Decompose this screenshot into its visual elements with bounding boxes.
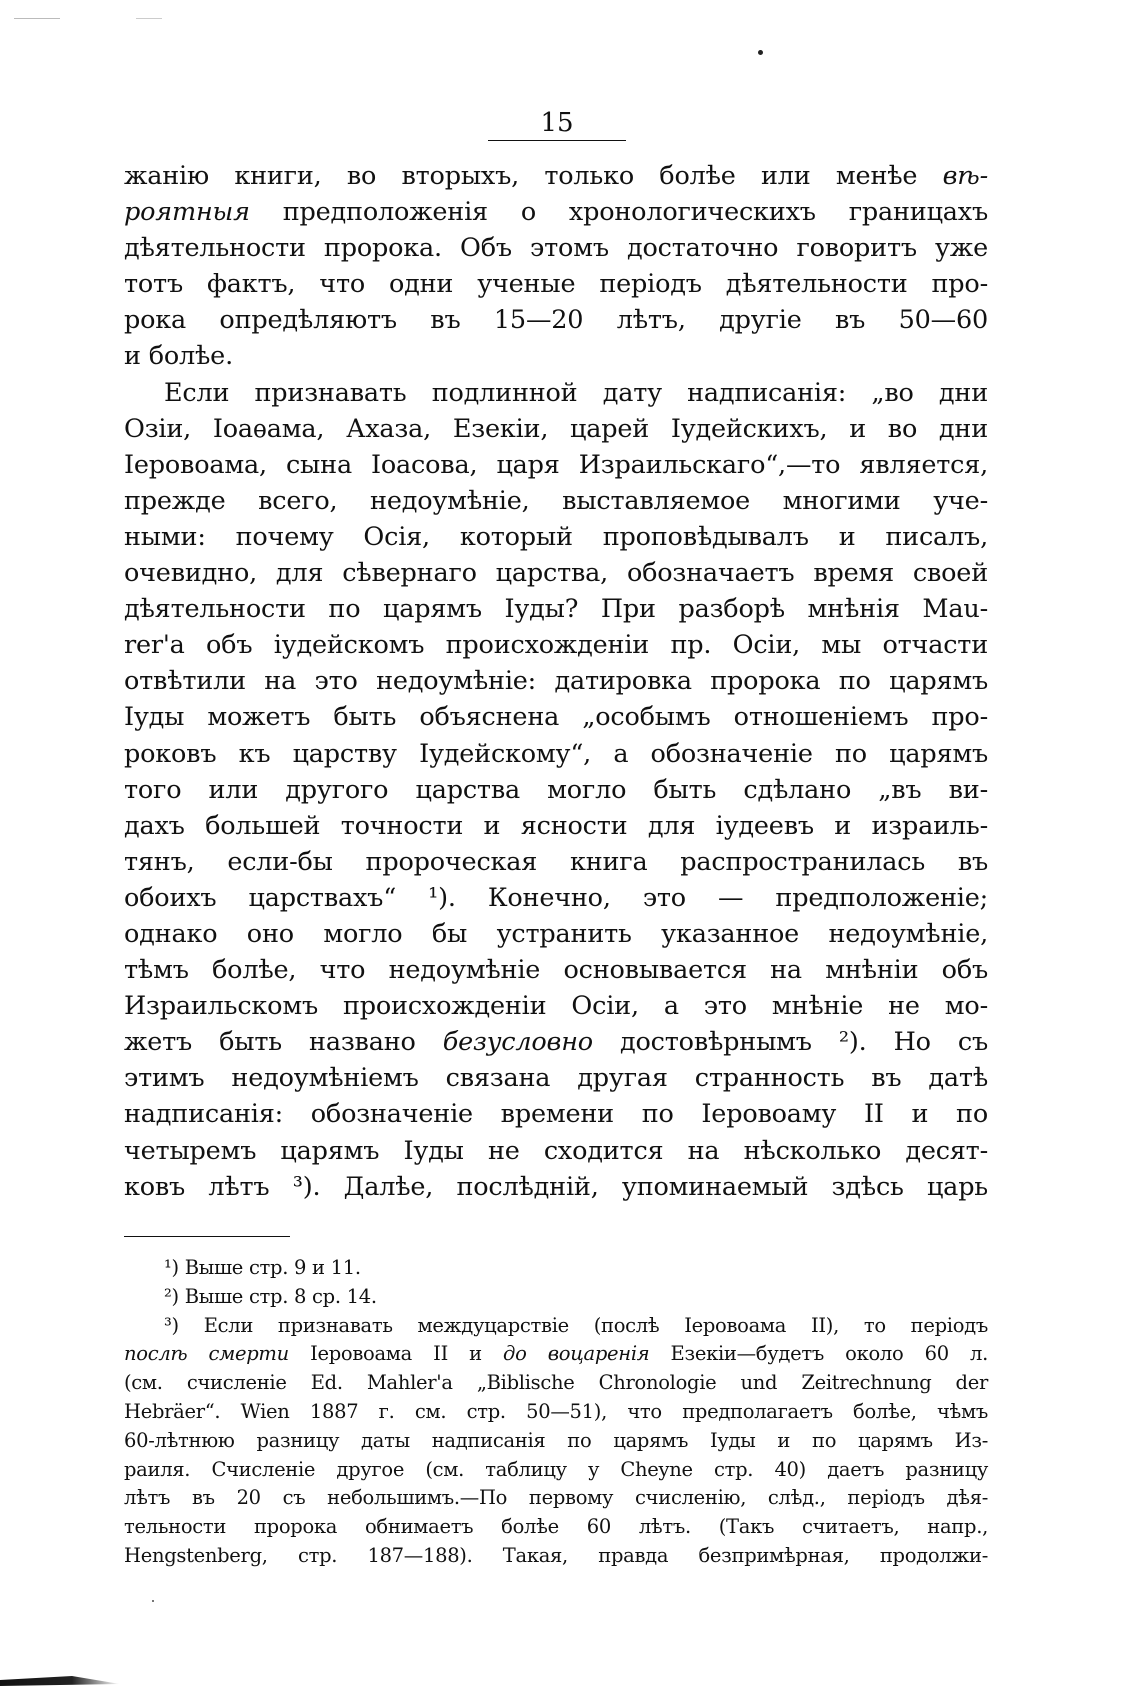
text-line (124, 1133, 988, 1169)
scan-artifact-smudge (0, 1676, 120, 1686)
text-line (124, 1024, 988, 1060)
text-run: четыремъ царямъ Іуды не сходится на нѣсколько десят- (124, 1135, 988, 1166)
text-run: 60-лѣтнюю разницу даты надписанія по царямъ Іуды и по царямъ Из- (124, 1428, 988, 1452)
text-line (124, 699, 988, 735)
text-run: тотъ фактъ, что одни ученые періодъ дѣятельности про- (124, 269, 988, 300)
text-run: того или другого царства могло быть сдѣлано „въ ви- (124, 774, 988, 805)
text-line (124, 302, 988, 338)
text-run: Hebräer“. Wien 1887 г. см. стр. 50—51), что предполагаетъ болѣе, чѣмъ (124, 1399, 988, 1423)
footnote-line (124, 1398, 988, 1427)
scan-artifact-line (136, 18, 162, 19)
text-run: тельности пророка обнимаетъ болѣе 60 лѣтъ. (Такъ считаетъ, напр., (124, 1515, 988, 1539)
footnotes (124, 1254, 988, 1571)
text-line (124, 808, 988, 844)
page-number-rule (488, 140, 626, 141)
text-line (124, 338, 988, 374)
text-line (124, 194, 988, 230)
text-line (124, 158, 988, 194)
footnote-line (124, 1542, 988, 1571)
text-line (124, 952, 988, 988)
text-run: и болѣе. (124, 341, 233, 372)
text-run: однако оно могло бы устранить указанное недоумѣніе, (124, 918, 988, 949)
italic-text: послѣ смерти (124, 1342, 289, 1366)
text-run: Израильскомъ происхожденіи Осіи, а это мнѣніе не мо- (124, 991, 988, 1022)
text-line (124, 1169, 988, 1205)
footnote-line (124, 1254, 988, 1283)
text-line (124, 519, 988, 555)
text-line (124, 627, 988, 663)
page-number: 15 (540, 108, 574, 138)
text-line (124, 447, 988, 483)
footnote-line (124, 1283, 988, 1312)
text-run: ²) Выше стр. 8 ср. 14. (164, 1284, 377, 1308)
main-body-text (124, 158, 988, 1205)
scan-artifact-line (14, 18, 60, 19)
text-run: ными: почему Осія, который проповѣдывалъ и писалъ, (124, 521, 988, 552)
text-line (124, 411, 988, 447)
text-run: обоихъ царствахъ“ ¹). Конечно, это — предположеніе; (124, 882, 988, 913)
text-line (124, 1060, 988, 1096)
text-line (124, 375, 988, 411)
footnote-line (124, 1456, 988, 1485)
text-run: достовѣрнымъ ²). Но съ (592, 1027, 988, 1058)
text-line (124, 916, 988, 952)
text-run: этимъ недоумѣніемъ связана другая странность въ датѣ (124, 1063, 988, 1094)
footnote-line (124, 1340, 988, 1369)
text-line (124, 555, 988, 591)
text-run: прежде всего, недоумѣніе, выставляемое многими уче- (124, 485, 988, 516)
text-run: Езекіи—будетъ около 60 л. (649, 1342, 988, 1366)
footnote-line (124, 1369, 988, 1398)
text-run: ковъ лѣтъ ³). Далѣе, послѣдній, упоминаемый здѣсь царь (124, 1171, 988, 1202)
text-run: отвѣтили на это недоумѣніе: датировка пророка по царямъ (124, 666, 988, 697)
text-run: жанію книги, во вторыхъ, только болѣе или менѣе (124, 161, 943, 191)
text-run: лѣтъ въ 20 съ небольшимъ.—По первому счисленію, слѣд., періодъ дѣя- (124, 1486, 988, 1510)
text-line (124, 266, 988, 302)
text-line (124, 483, 988, 519)
text-run: раиля. Счисленіе другое (см. таблицу у Cheyne стр. 40) даетъ разницу (124, 1457, 988, 1481)
italic-text: до воцаренія (503, 1342, 650, 1366)
text-run: Іеровоама, сына Іоасова, царя Израильскаго“,—то является, (124, 449, 988, 480)
text-run: тѣмъ болѣе, что недоумѣніе основывается на мнѣніи объ (124, 955, 988, 986)
scan-artifact-dot (152, 1600, 154, 1602)
italic-text: безусловно (442, 1027, 593, 1058)
text-line (124, 663, 988, 699)
text-run: Hengstenberg, стр. 187—188). Такая, правда безпримѣрная, продолжи- (124, 1543, 988, 1567)
text-line (124, 736, 988, 772)
text-line (124, 230, 988, 266)
text-run: жетъ быть названо (124, 1027, 443, 1058)
text-run: rer'a объ іудейскомъ происхожденіи пр. Осіи, мы отчасти (124, 630, 988, 661)
text-run: Озіи, Іоаѳама, Ахаза, Езекіи, царей Іудейскихъ, и во дни (124, 413, 988, 444)
text-run: тянъ, если-бы пророческая книга распространилась въ (124, 846, 988, 877)
footnote-line (124, 1484, 988, 1513)
italic-text: вѣ- (942, 161, 988, 191)
footnote-line (124, 1312, 988, 1341)
text-line (124, 1096, 988, 1132)
footnote-line (124, 1513, 988, 1542)
text-run: ¹) Выше стр. 9 и 11. (164, 1256, 361, 1279)
text-run: предположенія о хронологическихъ границахъ (249, 197, 988, 228)
text-run: дахъ большей точности и ясности для іудеевъ и израиль- (124, 810, 988, 841)
text-run: рока опредѣляютъ въ 15—20 лѣтъ, другіе въ 50—60 (124, 305, 988, 336)
text-run: дѣятельности пророка. Объ этомъ достаточно говоритъ уже (124, 233, 988, 264)
text-line (124, 844, 988, 880)
text-run: (см. счисленіе Ed. Mahler'a „Biblische Chronologie und Zeitrechnung der (124, 1371, 988, 1395)
text-run: Если признавать подлинной дату надписанія: „во дни (164, 377, 988, 408)
text-line (124, 880, 988, 916)
footnote-separator (124, 1236, 290, 1237)
text-run: Іуды можетъ быть объяснена „особымъ отношеніемъ про- (124, 702, 988, 733)
footnote-line (124, 1427, 988, 1456)
text-line (124, 772, 988, 808)
text-run: Іеровоама II и (288, 1342, 504, 1366)
scan-artifact-dot (758, 50, 763, 55)
text-line (124, 988, 988, 1024)
text-run: ³) Если признавать междуцарствіе (послѣ Іеровоама II), то періодъ (164, 1313, 988, 1337)
text-run: надписанія: обозначеніе времени по Іеровоаму II и по (124, 1099, 988, 1130)
text-line (124, 591, 988, 627)
text-run: дѣятельности по царямъ Іуды? При разборѣ мнѣнія Mau- (124, 594, 988, 625)
italic-text: роятныя (124, 197, 250, 228)
text-run: очевидно, для сѣвернаго царства, обозначаетъ время своей (124, 558, 988, 589)
text-run: роковъ къ царству Іудейскому“, а обозначеніе по царямъ (124, 738, 988, 769)
